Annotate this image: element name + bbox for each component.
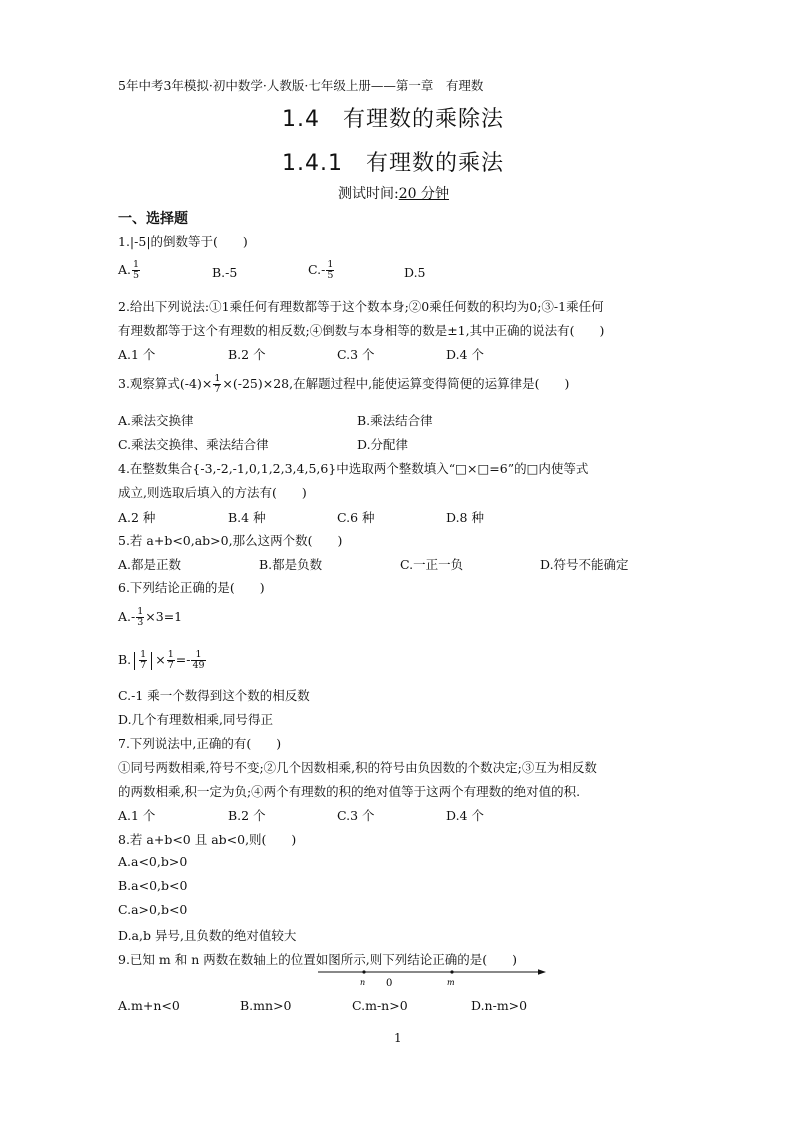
q1-option-d: D.5 (404, 265, 426, 280)
q4-option-b: B.4 种 (228, 510, 266, 525)
label-zero: 0 (386, 978, 393, 988)
q4-stem-line1: 4.在整数集合{-3,-2,-1,0,1,2,3,4,5,6}中选取两个整数填入“□×□=6”的□内使等式 (118, 461, 589, 476)
q2-option-b: B.2 个 (228, 347, 266, 362)
test-time: 测试时间:20 分钟 (338, 186, 449, 202)
label-m: m (447, 978, 455, 987)
page-header: 5年中考3年模拟·初中数学·人教版·七年级上册——第一章 有理数 (118, 78, 484, 93)
page-number: 1 (394, 1031, 402, 1045)
q7-option-c: C.3 个 (337, 808, 375, 823)
q1-option-a: A. $\frac{1}{5}$ (118, 259, 140, 281)
section-title: 1.4 有理数的乘除法 (282, 107, 504, 132)
number-line-arrow (538, 969, 546, 975)
q5-option-d: D.符号不能确定 (540, 557, 629, 572)
q1-stem: 1.|-5|的倒数等于( ) (118, 234, 248, 249)
q2-option-c: C.3 个 (337, 347, 375, 362)
q9-option-b: B.mn>0 (240, 998, 292, 1013)
q9-option-a: A.m+n<0 (118, 998, 180, 1013)
q8-option-a: A.a<0,b>0 (118, 854, 188, 869)
q1-option-b: B.-5 (212, 265, 238, 280)
subsection-title: 1.4.1 有理数的乘法 (282, 151, 504, 176)
q7-option-d: D.4 个 (446, 808, 484, 823)
point-n (362, 970, 365, 973)
q5-option-c: C.一正一负 (400, 557, 464, 572)
point-m (450, 970, 453, 973)
q3-option-b: B.乘法结合律 (357, 413, 433, 428)
q3-option-c: C.乘法交换律、乘法结合律 (118, 437, 269, 452)
q2-stem-line1: 2.给出下列说法:①1乘任何有理数都等于这个数本身;②0乘任何数的积均为0;③-1乘任何 (118, 299, 604, 314)
q5-option-b: B.都是负数 (259, 557, 323, 572)
q3-option-d: D.分配律 (357, 437, 409, 452)
q4-stem-line2: 成立,则选取后填入的方法有( ) (118, 485, 307, 500)
q3-stem: 3.观察算式(-4)× $\frac{1}{7}$ ×(-25)×28,在解题过程中,能使运算变得简便的运算律是( ) (118, 373, 570, 395)
q4-option-a: A.2 种 (118, 510, 156, 525)
q2-option-d: D.4 个 (446, 347, 484, 362)
q9-stem: 9.已知 m 和 n 两数在数轴上的位置如图所示,则下列结论正确的是( ) (118, 952, 517, 967)
q5-option-a: A.都是正数 (118, 557, 182, 572)
q7-statements-line1: ①同号两数相乘,符号不变;②几个因数相乘,积的符号由负因数的个数决定;③互为相反数 (118, 760, 597, 775)
q6-option-a: A.- $\frac{1}{3}$ ×3=1 (118, 606, 183, 628)
section-heading: 一、选择题 (118, 211, 188, 227)
q3-option-a: A.乘法交换律 (118, 413, 194, 428)
q9-option-d: D.n-m>0 (471, 998, 528, 1013)
q8-option-b: B.a<0,b<0 (118, 878, 188, 893)
q8-option-d: D.a,b 异号,且负数的绝对值较大 (118, 928, 297, 943)
q7-stem: 7.下列说法中,正确的有( ) (118, 736, 282, 751)
number-line-figure (318, 968, 546, 988)
q2-option-a: A.1 个 (118, 347, 156, 362)
q8-stem: 8.若 a+b<0 且 ab<0,则( ) (118, 832, 297, 847)
q7-option-b: B.2 个 (228, 808, 266, 823)
q2-stem-line2: 有理数都等于这个有理数的相反数;④倒数与本身相等的数是±1,其中正确的说法有( ) (118, 323, 605, 338)
q6-option-b: B. $\frac{1}{7}$ × $\frac{1}{7}$ =- $\frac{1}{49}$ (118, 649, 205, 671)
q9-option-c: C.m-n>0 (352, 998, 408, 1013)
q1-option-c: C.- $\frac{1}{5}$ (308, 259, 334, 281)
label-n: n (360, 978, 366, 987)
q6-option-d: D.几个有理数相乘,同号得正 (118, 712, 274, 727)
q6-option-c: C.-1 乘一个数得到这个数的相反数 (118, 688, 310, 703)
q7-option-a: A.1 个 (118, 808, 156, 823)
q8-option-c: C.a>0,b<0 (118, 902, 188, 917)
q7-statements-line2: 的两数相乘,积一定为负;④两个有理数的积的绝对值等于这两个有理数的绝对值的积. (118, 784, 581, 799)
q6-stem: 6.下列结论正确的是( ) (118, 580, 265, 595)
q5-stem: 5.若 a+b<0,ab>0,那么这两个数( ) (118, 533, 343, 548)
q4-option-d: D.8 种 (446, 510, 484, 525)
q4-option-c: C.6 种 (337, 510, 375, 525)
